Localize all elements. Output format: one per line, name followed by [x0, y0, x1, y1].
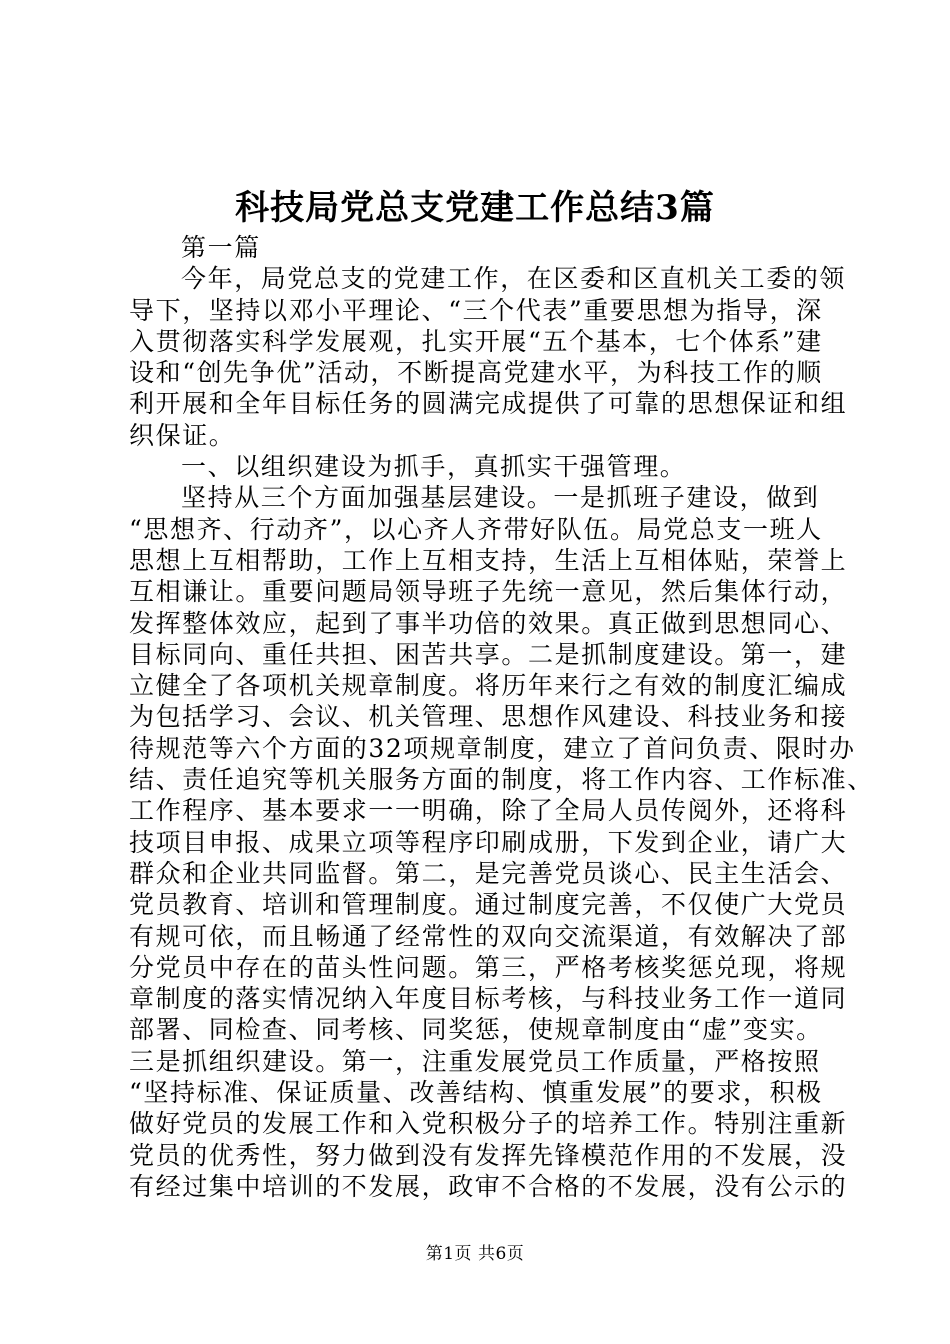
- paragraph-line: 思想上互相帮助，工作上互相支持，生活上互相体贴，荣誉上: [129, 545, 848, 575]
- paragraph-line: 织保证。: [129, 420, 236, 450]
- paragraph-line: 有经过集中培训的不发展，政审不合格的不发展，没有公示的: [129, 1171, 848, 1201]
- paragraph-line: 部署、同检查、同考核、同奖惩，使规章制度由“虚”变实。: [129, 1015, 823, 1045]
- document-title: 科技局党总支党建工作总结3篇: [235, 188, 715, 228]
- paragraph-line: 结、责任追究等机关服务方面的制度，将工作内容、工作标准、: [129, 765, 874, 795]
- paragraph-line: 目标同向、重任共担、困苦共享。二是抓制度建设。第一，建: [129, 639, 848, 669]
- paragraph-line: 做好党员的发展工作和入党积极分子的培养工作。特别注重新: [129, 1109, 848, 1139]
- section-heading: 第一篇: [181, 233, 261, 262]
- document-body: [129, 232, 874, 1202]
- paragraph-line: 分党员中存在的苗头性问题。第三，严格考核奖惩兑现，将规: [129, 952, 848, 982]
- paragraph-line: 发挥整体效应，起到了事半功倍的效果。真正做到思想同心、: [129, 608, 848, 638]
- paragraph-line: 利开展和全年目标任务的圆满完成提供了可靠的思想保证和组: [129, 389, 848, 419]
- paragraph-line: 工作程序、基本要求一一明确，除了全局人员传阅外，还将科: [129, 796, 848, 826]
- paragraph-line: “坚持标准、保证质量、改善结构、慎重发展”的要求，积极: [129, 1078, 823, 1108]
- paragraph-line: 今年，局党总支的党建工作，在区委和区直机关工委的领: [181, 264, 847, 294]
- paragraph-line: 导下，坚持以邓小平理论、“三个代表”重要思想为指导，深: [129, 295, 823, 325]
- paragraph-line: “思想齐、行动齐”，以心齐人齐带好队伍。局党总支一班人: [129, 514, 823, 544]
- paragraph-line: 党员教育、培训和管理制度。通过制度完善，不仅使广大党员: [129, 890, 848, 920]
- paragraph-line: 立健全了各项机关规章制度。将历年来行之有效的制度汇编成: [129, 671, 848, 701]
- paragraph-line: 待规范等六个方面的32项规章制度，建立了首问负责、限时办: [129, 733, 856, 763]
- paragraph-line: 党员的优秀性，努力做到没有发挥先锋模范作用的不发展，没: [129, 1140, 848, 1170]
- paragraph-line: 三是抓组织建设。第一，注重发展党员工作质量，严格按照: [129, 1046, 821, 1076]
- page-footer: 第1页 共6页: [425, 1244, 525, 1264]
- paragraph-line: 互相谦让。重要问题局领导班子先统一意见，然后集体行动，: [129, 577, 848, 607]
- paragraph-line: 技项目申报、成果立项等程序印刷成册，下发到企业，请广大: [129, 827, 848, 857]
- paragraph-line: 设和“创先争优”活动，不断提高党建水平，为科技工作的顺: [129, 358, 823, 388]
- paragraph-line: 为包括学习、会议、机关管理、思想作风建设、科技业务和接: [129, 702, 848, 732]
- paragraph-line: 坚持从三个方面加强基层建设。一是抓班子建设，做到: [181, 483, 820, 513]
- paragraph-line: 入贯彻落实科学发展观，扎实开展“五个基本，七个体系”建: [129, 326, 823, 356]
- paragraph-line: 有规可依，而且畅通了经常性的双向交流渠道，有效解决了部: [129, 921, 848, 951]
- paragraph-line: 章制度的落实情况纳入年度目标考核，与科技业务工作一道同: [129, 984, 848, 1014]
- paragraph-line: 群众和企业共同监督。第二，是完善党员谈心、民主生活会、: [129, 858, 848, 888]
- subsection-heading: 一、以组织建设为抓手，真抓实干强管理。: [181, 452, 687, 482]
